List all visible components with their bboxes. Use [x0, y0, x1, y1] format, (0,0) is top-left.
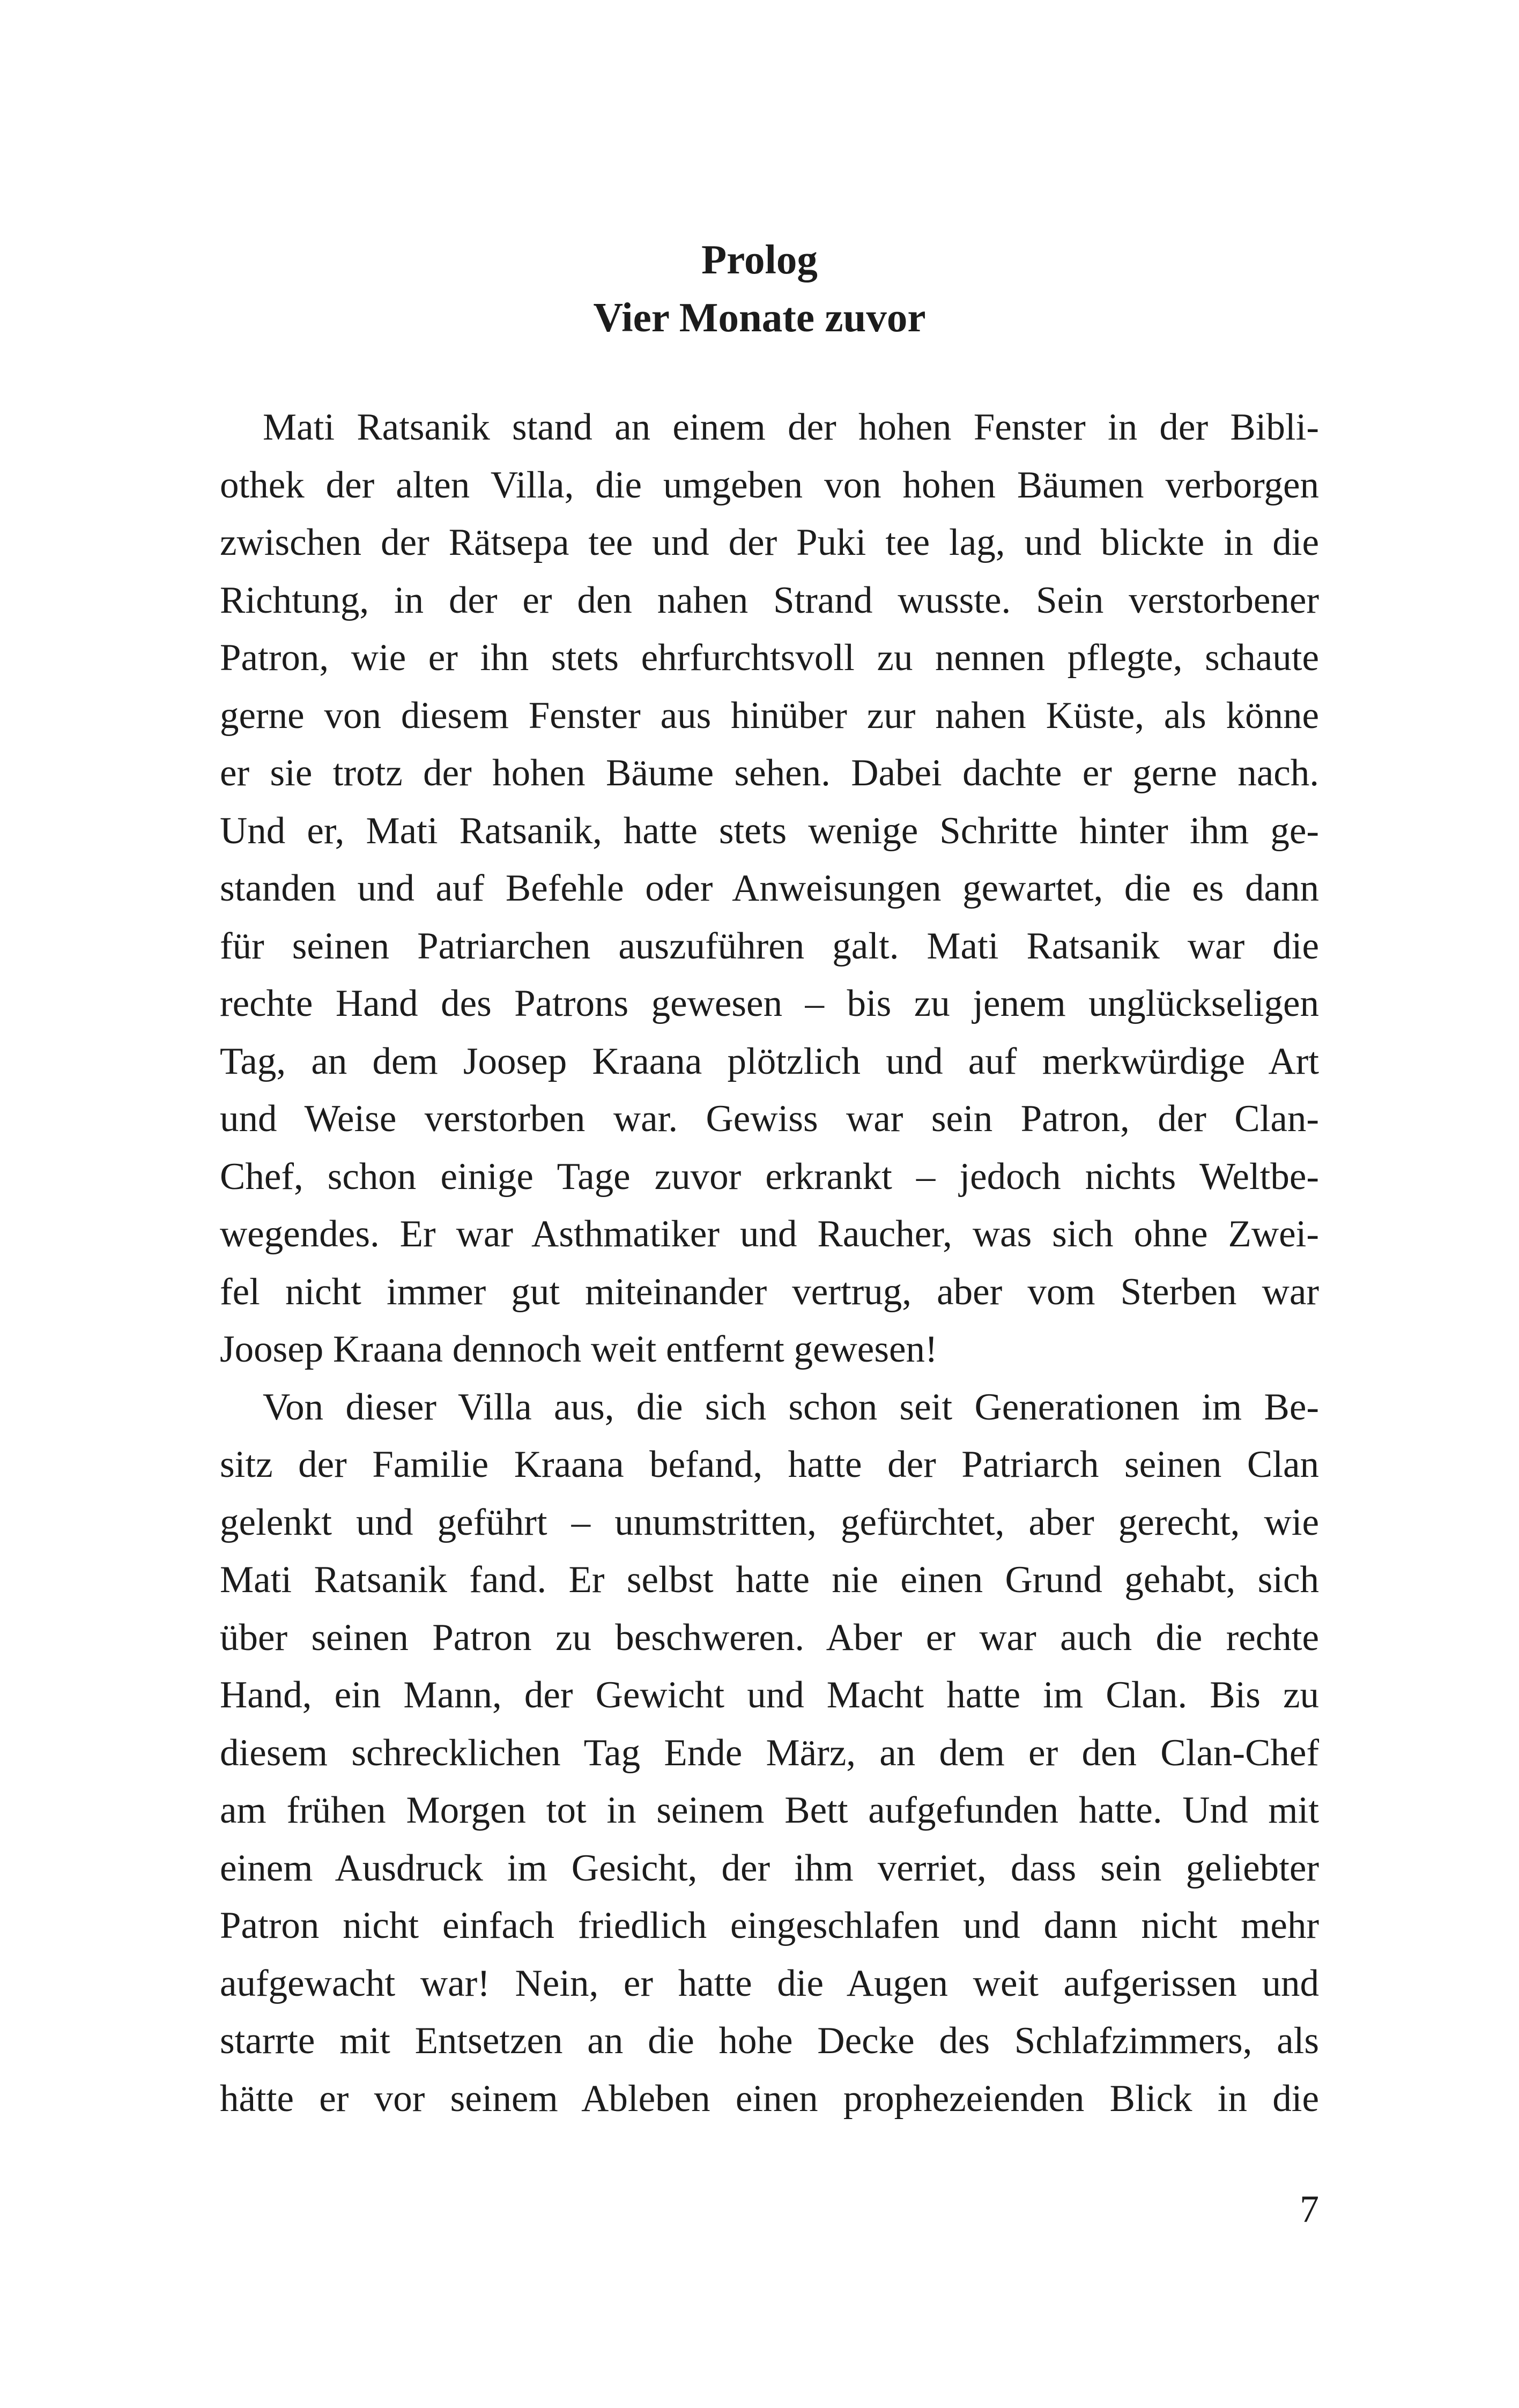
- text-line: Richtung, in der er den nahen Strand wusste. Sein verstorbener: [220, 579, 1319, 621]
- paragraph: [220, 1379, 1319, 2128]
- text-line: er sie trotz der hohen Bäume sehen. Dabei dachte er gerne nach.: [220, 752, 1319, 794]
- text-line: Hand, ein Mann, der Gewicht und Macht hatte im Clan. Bis zu: [220, 1674, 1319, 1716]
- text-line: hätte er vor seinem Ableben einen prophezeienden Blick in die: [220, 2077, 1319, 2120]
- text-line: wegendes. Er war Asthmatiker und Raucher, was sich ohne Zwei-: [220, 1213, 1319, 1255]
- page-number: 7: [1300, 2188, 1319, 2231]
- chapter-title: Prolog: [701, 236, 818, 283]
- text-line: Mati Ratsanik stand an einem der hohen Fenster in der Bibli-: [263, 406, 1319, 448]
- text-line: Von dieser Villa aus, die sich schon seit Generationen im Be-: [263, 1386, 1319, 1428]
- body-text: [220, 399, 1319, 2128]
- text-line: Joosep Kraana dennoch weit entfernt gewesen!: [220, 1328, 938, 1370]
- text-line: Und er, Mati Ratsanik, hatte stets wenige Schritte hinter ihm ge-: [220, 809, 1319, 852]
- text-line: standen und auf Befehle oder Anweisungen gewartet, die es dann: [220, 867, 1319, 909]
- text-line: Tag, an dem Joosep Kraana plötzlich und auf merkwürdige Art: [220, 1040, 1319, 1082]
- text-line: fel nicht immer gut miteinander vertrug, aber vom Sterben war: [220, 1270, 1319, 1313]
- text-line: gelenkt und geführt – unumstritten, gefürchtet, aber gerecht, wie: [220, 1501, 1319, 1543]
- text-line: über seinen Patron zu beschweren. Aber er war auch die rechte: [220, 1616, 1319, 1659]
- chapter-heading: [0, 231, 1519, 346]
- text-line: aufgewacht war! Nein, er hatte die Augen weit aufgerissen und: [220, 1962, 1319, 2004]
- text-line: starrte mit Entsetzen an die hohe Decke des Schlafzimmers, als: [220, 2020, 1319, 2062]
- text-line: gerne von diesem Fenster aus hinüber zur nahen Küste, als könne: [220, 694, 1319, 737]
- text-line: Patron nicht einfach friedlich eingeschlafen und dann nicht mehr: [220, 1905, 1319, 1946]
- text-line: Patron, wie er ihn stets ehrfurchtsvoll zu nennen pflegte, schaute: [220, 637, 1319, 679]
- text-line: sitz der Familie Kraana befand, hatte der Patriarch seinen Clan: [220, 1444, 1319, 1485]
- text-line: rechte Hand des Patrons gewesen – bis zu jenem unglückseligen: [220, 983, 1319, 1024]
- text-line: für seinen Patriarchen auszuführen galt. Mati Ratsanik war die: [220, 925, 1319, 967]
- text-line: Mati Ratsanik fand. Er selbst hatte nie einen Grund gehabt, sich: [220, 1559, 1319, 1601]
- text-line: othek der alten Villa, die umgeben von hohen Bäumen verborgen: [220, 464, 1319, 506]
- paragraph: [220, 399, 1319, 1379]
- text-line: zwischen der Rätsepa tee und der Puki tee lag, und blickte in die: [220, 522, 1319, 563]
- text-line: einem Ausdruck im Gesicht, der ihm verriet, dass sein geliebter: [220, 1847, 1319, 1889]
- text-line: Chef, schon einige Tage zuvor erkrankt – jedoch nichts Weltbe-: [220, 1155, 1319, 1198]
- text-line: diesem schrecklichen Tag Ende März, an dem er den Clan-Chef: [220, 1731, 1319, 1774]
- chapter-subtitle: Vier Monate zuvor: [593, 294, 926, 340]
- text-line: und Weise verstorben war. Gewiss war sein Patron, der Clan-: [220, 1098, 1319, 1140]
- text-line: am frühen Morgen tot in seinem Bett aufgefunden hatte. Und mit: [220, 1789, 1319, 1831]
